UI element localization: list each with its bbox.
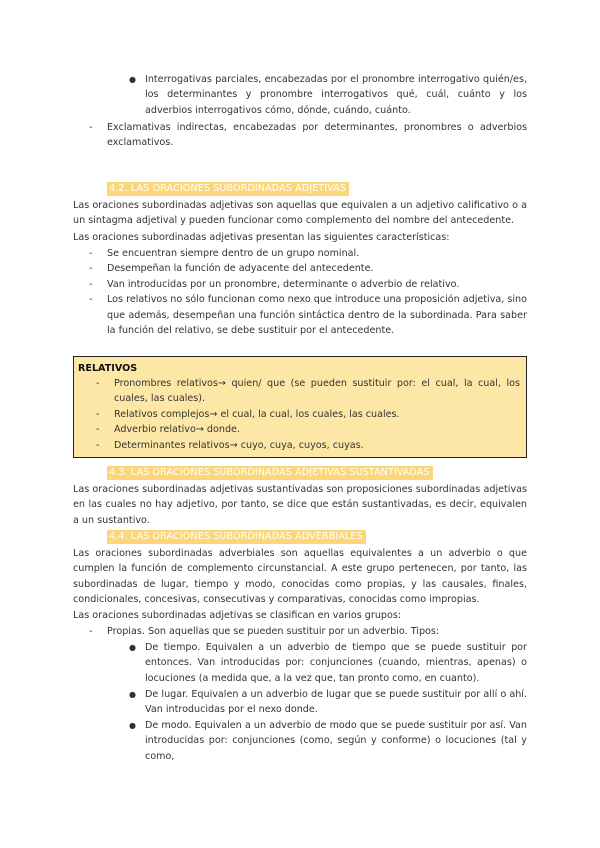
- paragraph: Las oraciones subordinadas adjetivas sustantivadas son proposiciones subordinadas adjetivas en las cuales no hay adjetivo, por tanto, se dice que están sustantivadas, es decir, equivalen a un sustantivo.: [73, 484, 527, 526]
- list-item: [78, 422, 520, 437]
- paragraph: Las oraciones subordinadas adjetivas presentan las siguientes características:: [73, 232, 450, 243]
- list-item: [73, 292, 527, 338]
- bullet-marker: ●: [129, 690, 136, 699]
- list-item: [73, 624, 527, 639]
- characteristics-list: [73, 246, 527, 338]
- dash-marker: -: [96, 439, 100, 451]
- list-item-text: Pronombres relativos→ quien/ que (se pueden sustituir por: el cual, la cual, los cuales, las cuales).: [114, 378, 520, 405]
- list-item: [78, 407, 520, 422]
- list-item-text: Interrogativas parciales, encabezadas por el pronombre interrogativo quién/es, los determinantes y pronombre interrogativos qué, cuál, cuánto y los adverbios interrogativos cómo, dónde, cuándo, cuánto.: [145, 74, 527, 116]
- section-heading: [73, 182, 527, 196]
- dash-marker: -: [89, 294, 93, 306]
- dash-marker: -: [96, 408, 100, 420]
- dash-marker: -: [89, 248, 93, 259]
- list-item-text: Propias. Son aquellas que se pueden sustituir por un adverbio. Tipos:: [107, 626, 440, 637]
- list-item-text: Exclamativas indirectas, encabezadas por determinantes, pronombres o adverbios exclamativos.: [107, 122, 527, 149]
- list-item: [73, 718, 527, 764]
- list-item: [73, 120, 527, 151]
- list-item-text: Van introducidas por un pronombre, determinante o adverbio de relativo.: [107, 278, 460, 290]
- list-item-text: De lugar. Equivalen a un adverbio de lugar que se puede sustituir por allí o ahí. Van introducidas por el nexo donde.: [145, 689, 527, 716]
- section-heading: [73, 466, 527, 480]
- list-item: [73, 687, 527, 718]
- list-item-text: Determinantes relativos→ cuyo, cuya, cuyos, cuyas.: [114, 439, 364, 451]
- list-item-text: Los relativos no sólo funcionan como nexo que introduce una proposición adjetiva, sino que además, desempeñan una función sintáctica dentro de la subordinada. Para saber la función del relativo, se debe sustituir por el antecedente.: [107, 294, 527, 337]
- relativos-box: [73, 356, 527, 458]
- section-heading-4-2: 4.2. LAS ORACIONES SUBORDINADAS ADJETIVAS: [107, 182, 349, 196]
- section-heading-4-3: 4.3. LAS ORACIONES SUBORDINADAS ADJETIVAS SUSTANTIVADAS: [107, 466, 433, 480]
- list-item-text: Desempeñan la función de adyacente del antecedente.: [107, 263, 374, 275]
- paragraph: Las oraciones subordinadas adverbiales son aquellas equivalentes a un adverbio o que cumplen la función de complemento circunstancial. A este grupo pertenecen, por tanto, las subordinadas de lugar, tiempo y modo, conocidas como propias, y las causales, finales, condicionales, concesivas, consecutivas y comparativas, conocidas como impropias.: [73, 548, 527, 606]
- dash-marker: -: [89, 122, 93, 133]
- list-item-text: Se encuentran siempre dentro de un grupo nominal.: [107, 248, 360, 259]
- bullet-marker: ●: [129, 75, 136, 84]
- paragraph: Las oraciones subordinadas adjetivas se clasifican en varios grupos:: [73, 610, 402, 621]
- box-title: RELATIVOS: [78, 363, 138, 374]
- list-item-text: Adverbio relativo→ donde.: [114, 424, 241, 436]
- dash-marker: -: [89, 626, 93, 637]
- list-item-text: De modo. Equivalen a un adverbio de modo que se puede sustituir por así. Van introducidas por: conjunciones (como, según y conforme) o locuciones (tal y como,: [145, 720, 527, 762]
- bullet-marker: ●: [129, 721, 136, 730]
- section-heading-4-4: 4.4. LAS ORACIONES SUBORDINADAS ADVERBIALES: [107, 530, 366, 544]
- list-item: [78, 438, 520, 453]
- dash-marker: -: [96, 424, 100, 436]
- dash-marker: -: [89, 278, 93, 290]
- list-item: [78, 376, 520, 407]
- dash-marker: -: [96, 378, 100, 389]
- list-item-text: Relativos complejos→ el cual, la cual, los cuales, las cuales.: [114, 408, 400, 420]
- dash-marker: -: [89, 263, 93, 275]
- bullet-marker: ●: [129, 643, 136, 652]
- list-item: [73, 246, 527, 261]
- list-item: [73, 261, 527, 276]
- list-item: [73, 72, 527, 118]
- section-heading: [73, 530, 527, 544]
- list-item: [73, 640, 527, 686]
- list-item-text: De tiempo. Equivalen a un adverbio de tiempo que se puede sustituir por entonces. Van introducidas por: conjunciones (cuando, mientras, apenas) o locuciones (a medida que, a la vez que, tan pronto como, en cuanto).: [145, 642, 527, 684]
- paragraph: Las oraciones subordinadas adjetivas son aquellas que equivalen a un adjetivo calificativo o a un sintagma adjetival y pueden funcionar como complemento del nombre del antecedente.: [73, 200, 527, 227]
- list-item: [73, 277, 527, 292]
